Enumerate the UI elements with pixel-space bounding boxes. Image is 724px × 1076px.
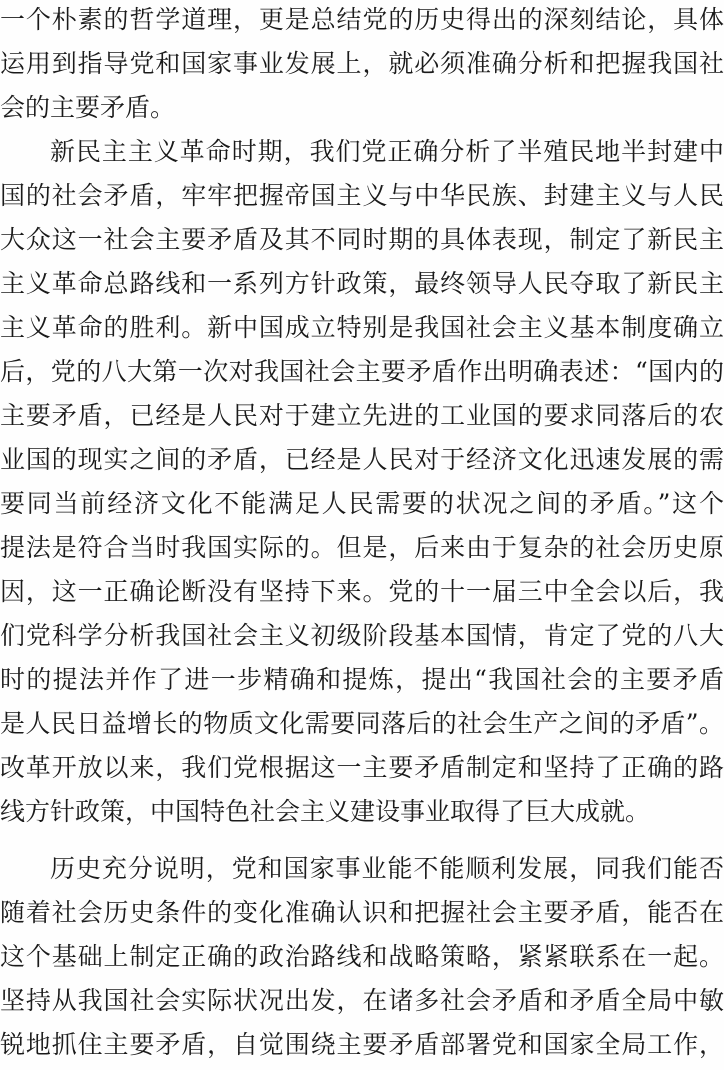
text-line: 主义革命总路线和一系列方针政策，最终领导人民夺取了新民主 bbox=[0, 269, 724, 298]
text-line: 新民主主义革命时期，我们党正确分析了半殖民地半封建中 bbox=[50, 137, 724, 166]
text-line: 后，党的八大第一次对我国社会主要矛盾作出明确表述：“国内的 bbox=[0, 357, 724, 386]
text-line: 大众这一社会主要矛盾及其不同时期的具体表现，制定了新民主 bbox=[0, 225, 724, 254]
text-line: 主要矛盾，已经是人民对于建立先进的工业国的要求同落后的农 bbox=[0, 401, 724, 430]
text-line: 业国的现实之间的矛盾，已经是人民对于经济文化迅速发展的需 bbox=[0, 445, 724, 474]
text-line: 时的提法并作了进一步精确和提炼，提出“我国社会的主要矛盾 bbox=[0, 665, 724, 694]
text-line: 因，这一正确论断没有坚持下来。党的十一届三中全会以后，我 bbox=[0, 577, 724, 606]
text-line: 主义革命的胜利。新中国成立特别是我国社会主义基本制度确立 bbox=[0, 313, 724, 342]
text-line: 随着社会历史条件的变化准确认识和把握社会主要矛盾，能否在 bbox=[0, 898, 724, 927]
text-line: 改革开放以来，我们党根据这一主要矛盾制定和坚持了正确的路 bbox=[0, 753, 724, 782]
text-line: 运用到指导党和国家事业发展上，就必须准确分析和把握我国社 bbox=[0, 49, 724, 78]
text-line: 线方针政策，中国特色社会主义建设事业取得了巨大成就。 bbox=[0, 797, 651, 826]
text-line: 提法是符合当时我国实际的。但是，后来由于复杂的社会历史原 bbox=[0, 533, 724, 562]
text-line: 是人民日益增长的物质文化需要同落后的社会生产之间的矛盾”。 bbox=[0, 709, 724, 738]
text-line: 要同当前经济文化不能满足人民需要的状况之间的矛盾。”这个 bbox=[0, 489, 724, 518]
text-line: 锐地抓住主要矛盾，自觉围绕主要矛盾部署党和国家全局工作， bbox=[0, 1030, 724, 1059]
text-line: 一个朴素的哲学道理，更是总结党的历史得出的深刻结论，具体 bbox=[0, 5, 724, 34]
text-line: 历史充分说明，党和国家事业能不能顺利发展，同我们能否 bbox=[50, 854, 724, 883]
text-line: 坚持从我国社会实际状况出发，在诸多社会矛盾和矛盾全局中敏 bbox=[0, 986, 724, 1015]
text-line: 这个基础上制定正确的政治路线和战略策略，紧紧联系在一起。 bbox=[0, 942, 724, 971]
text-line: 国的社会矛盾，牢牢把握帝国主义与中华民族、封建主义与人民 bbox=[0, 181, 724, 210]
text-line: 会的主要矛盾。 bbox=[0, 93, 176, 122]
text-line: 们党科学分析我国社会主义初级阶段基本国情，肯定了党的八大 bbox=[0, 621, 724, 650]
